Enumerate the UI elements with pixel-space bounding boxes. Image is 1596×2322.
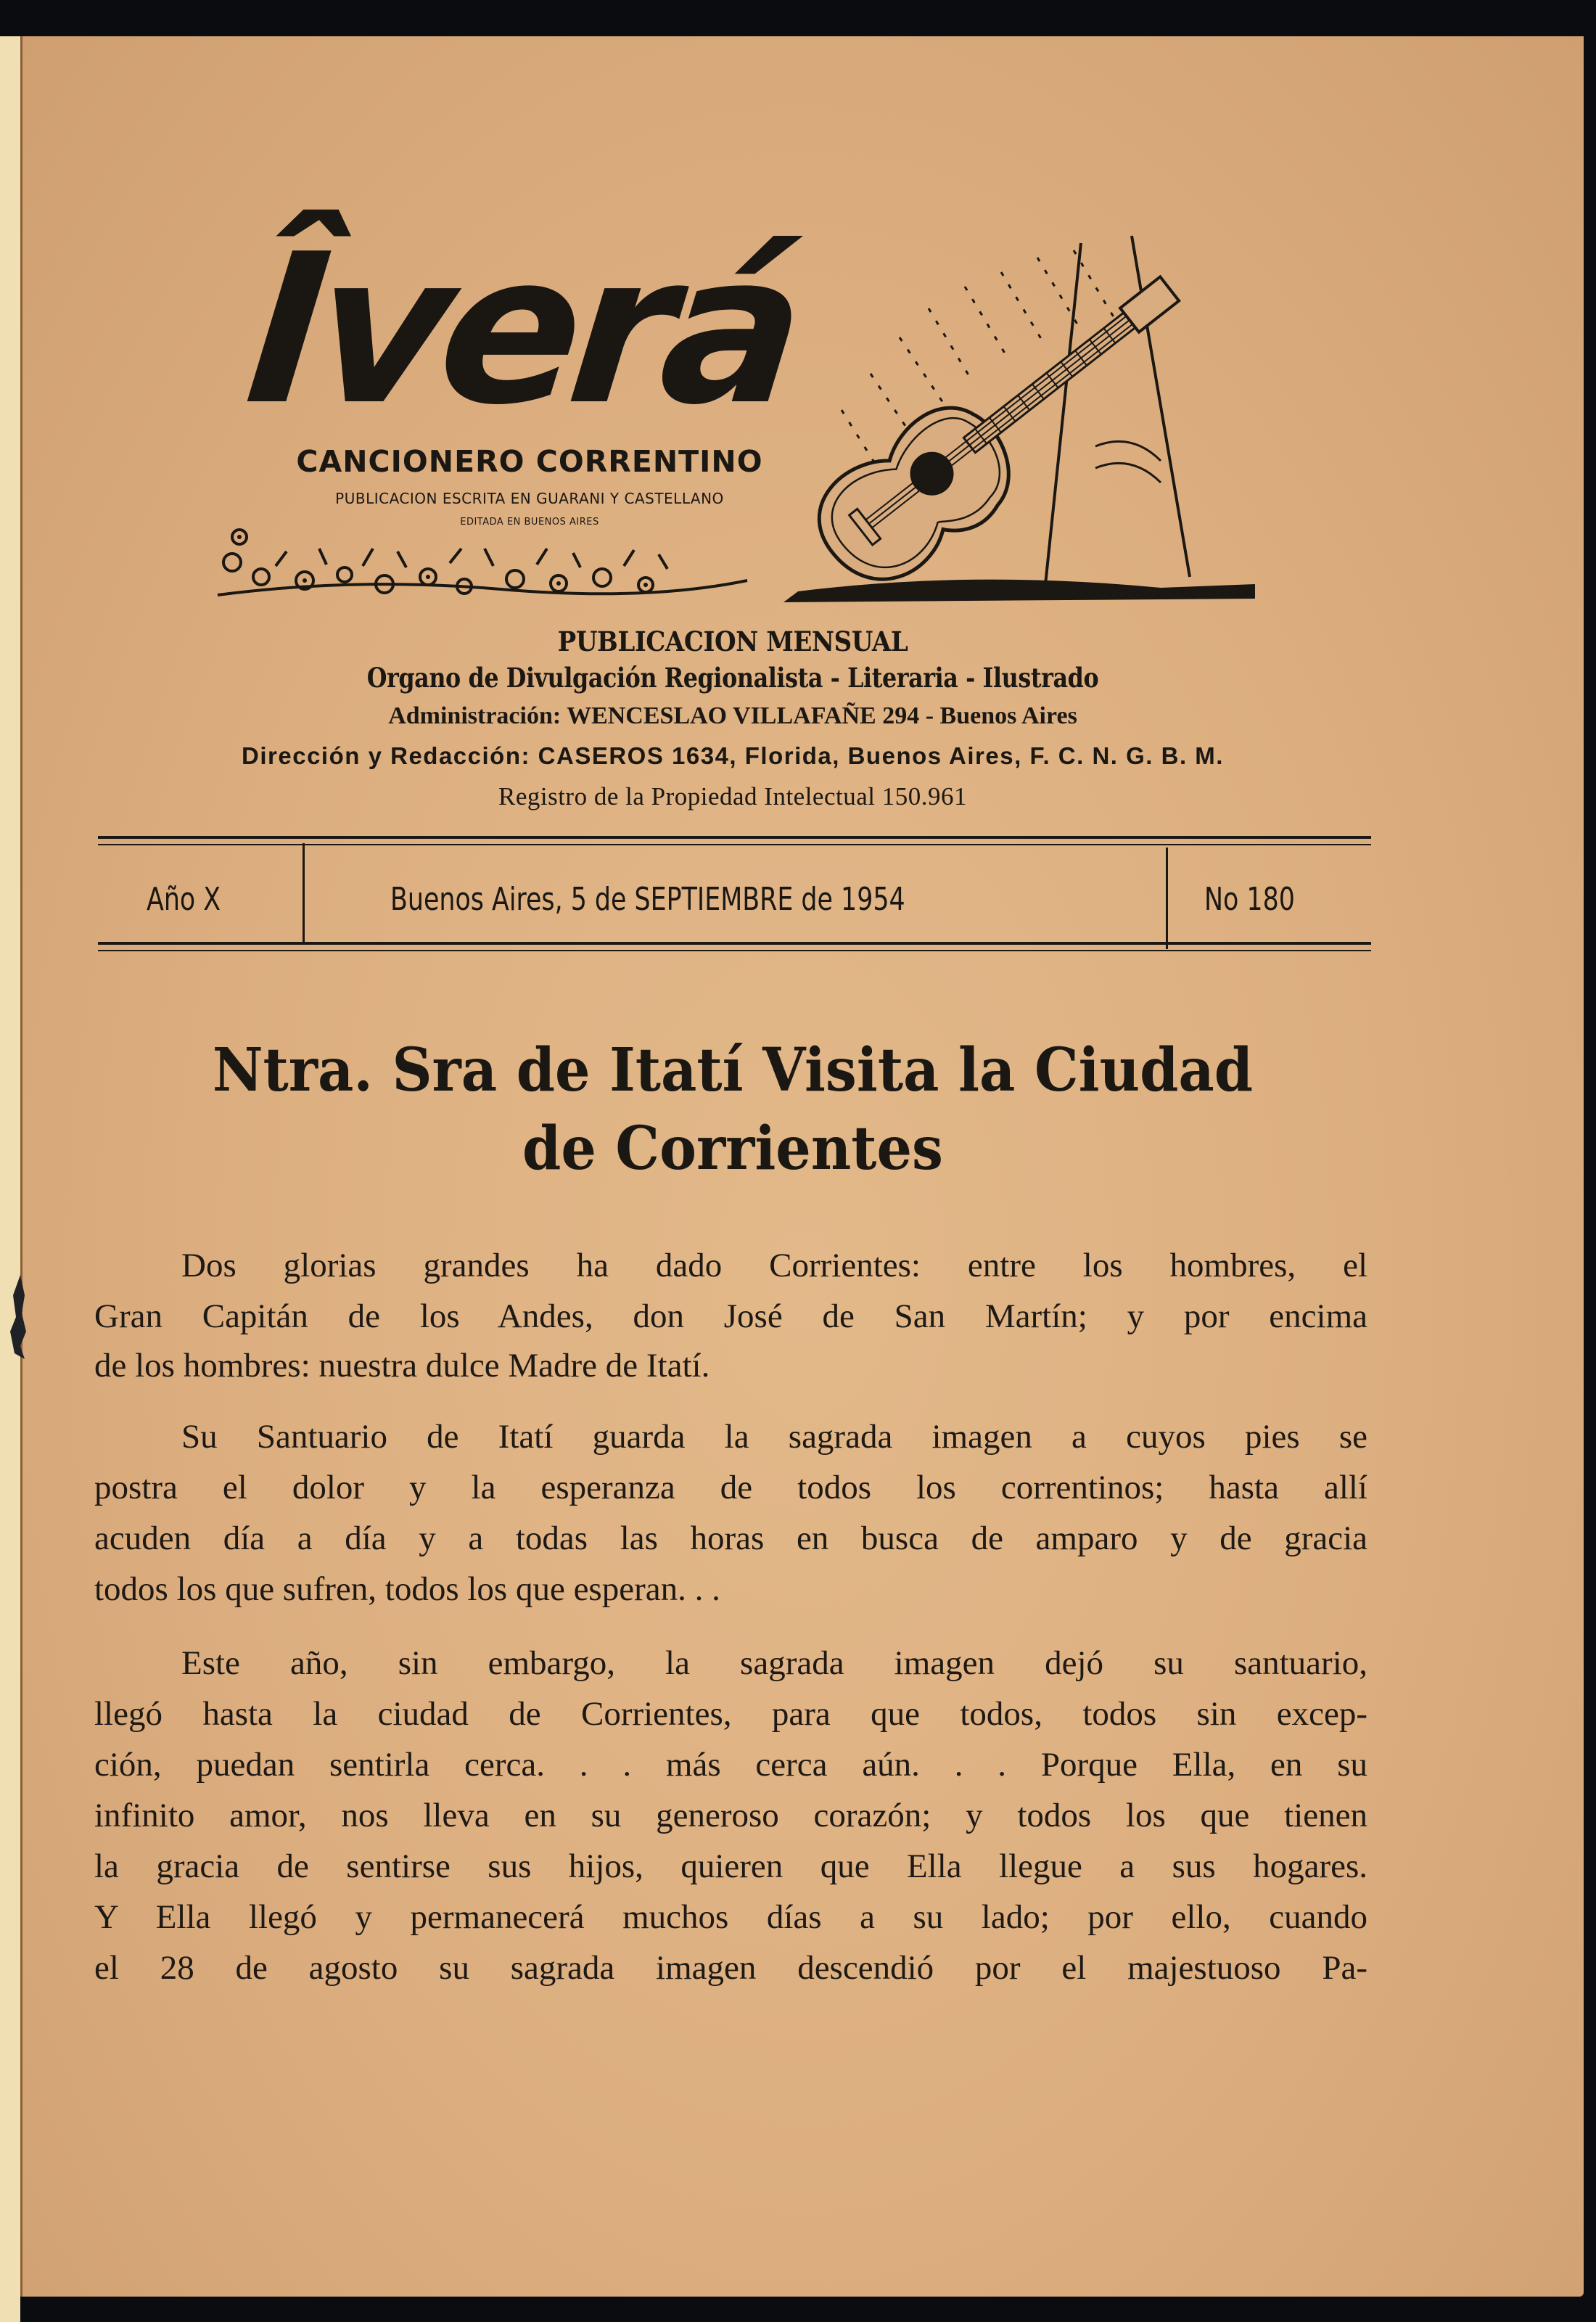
body-line: acuden día a día y a todas las horas en busca de amparo y de gracia [94, 1519, 1367, 1557]
masthead-edition: EDITADA EN BUENOS AIRES [460, 517, 599, 528]
issue-year: Año X [147, 881, 221, 918]
body-line: el 28 de agosto su sagrada imagen descendió por el majestuoso Pa- [94, 1949, 1367, 1987]
body-line: la gracia de sentirse sus hijos, quieren que Ella llegue a sus hogares. [94, 1847, 1367, 1885]
issue-number: No 180 [1204, 881, 1295, 918]
adjacent-page-edge [0, 36, 20, 2322]
masthead-logo [237, 210, 823, 451]
logo-wordmark: Îverá [237, 210, 806, 451]
article-title-line-2: de Corrientes [522, 1114, 943, 1183]
body-line: de los hombres: nuestra dulce Madre de Itatí. [94, 1347, 710, 1384]
issue-date: Buenos Aires, 5 de SEPTIEMBRE de 1954 [390, 881, 905, 918]
body-line: Gran Capitán de los Andes, don José de San Martín; y por encima [94, 1297, 1367, 1335]
floral-border-illustration [210, 508, 762, 602]
body-line: Este año, sin embargo, la sagrada imagen dejó su santuario, [181, 1644, 1367, 1682]
publication-organ: Organo de Divulgación Regionalista - Literaria - Ilustrado [366, 662, 1099, 694]
direction-address: Dirección y Redacción: CASEROS 1634, Florida, Buenos Aires, F. C. N. G. B. M. [242, 742, 1224, 769]
body-line: ción, puedan sentirla cerca. . . más cerca aún. . . Porque Ella, en su [94, 1746, 1367, 1784]
issue-bar-divider-right [1166, 848, 1168, 949]
issue-bar-bottom-rule [98, 942, 1371, 951]
body-line: llegó hasta la ciudad de Corrientes, para que todos, todos sin excep- [94, 1695, 1367, 1733]
body-line: postra el dolor y la esperanza de todos los correntinos; hasta allí [94, 1469, 1367, 1506]
issue-bar-top-rule [98, 836, 1371, 845]
masthead-tagline: PUBLICACION ESCRITA EN GUARANI Y CASTELLANO [335, 490, 724, 507]
body-line: infinito amor, nos lleva en su generoso corazón; y todos los que tienen [94, 1797, 1367, 1834]
article-title-line-1: Ntra. Sra de Itatí Visita la Ciudad [212, 1035, 1254, 1105]
body-line: Su Santuario de Itatí guarda la sagrada imagen a cuyos pies se [181, 1418, 1367, 1456]
administration-address: Administración: WENCESLAO VILLAFAÑE 294 - Buenos Aires [388, 702, 1077, 729]
publication-periodicity: PUBLICACION MENSUAL [557, 625, 908, 657]
body-line: Y Ella llegó y permanecerá muchos días a su lado; por ello, cuando [94, 1898, 1367, 1936]
guitar-illustration [754, 214, 1262, 606]
body-line: Dos glorias grandes ha dado Corrientes: entre los hombres, el [181, 1247, 1367, 1284]
intellectual-property-registry: Registro de la Propiedad Intelectual 150.961 [498, 782, 967, 811]
binding-tear-mark [7, 1273, 32, 1361]
issue-bar-divider-left [303, 843, 305, 945]
masthead-subtitle: CANCIONERO CORRENTINO [296, 444, 763, 479]
body-line: todos los que sufren, todos los que esperan. . . [94, 1570, 720, 1608]
